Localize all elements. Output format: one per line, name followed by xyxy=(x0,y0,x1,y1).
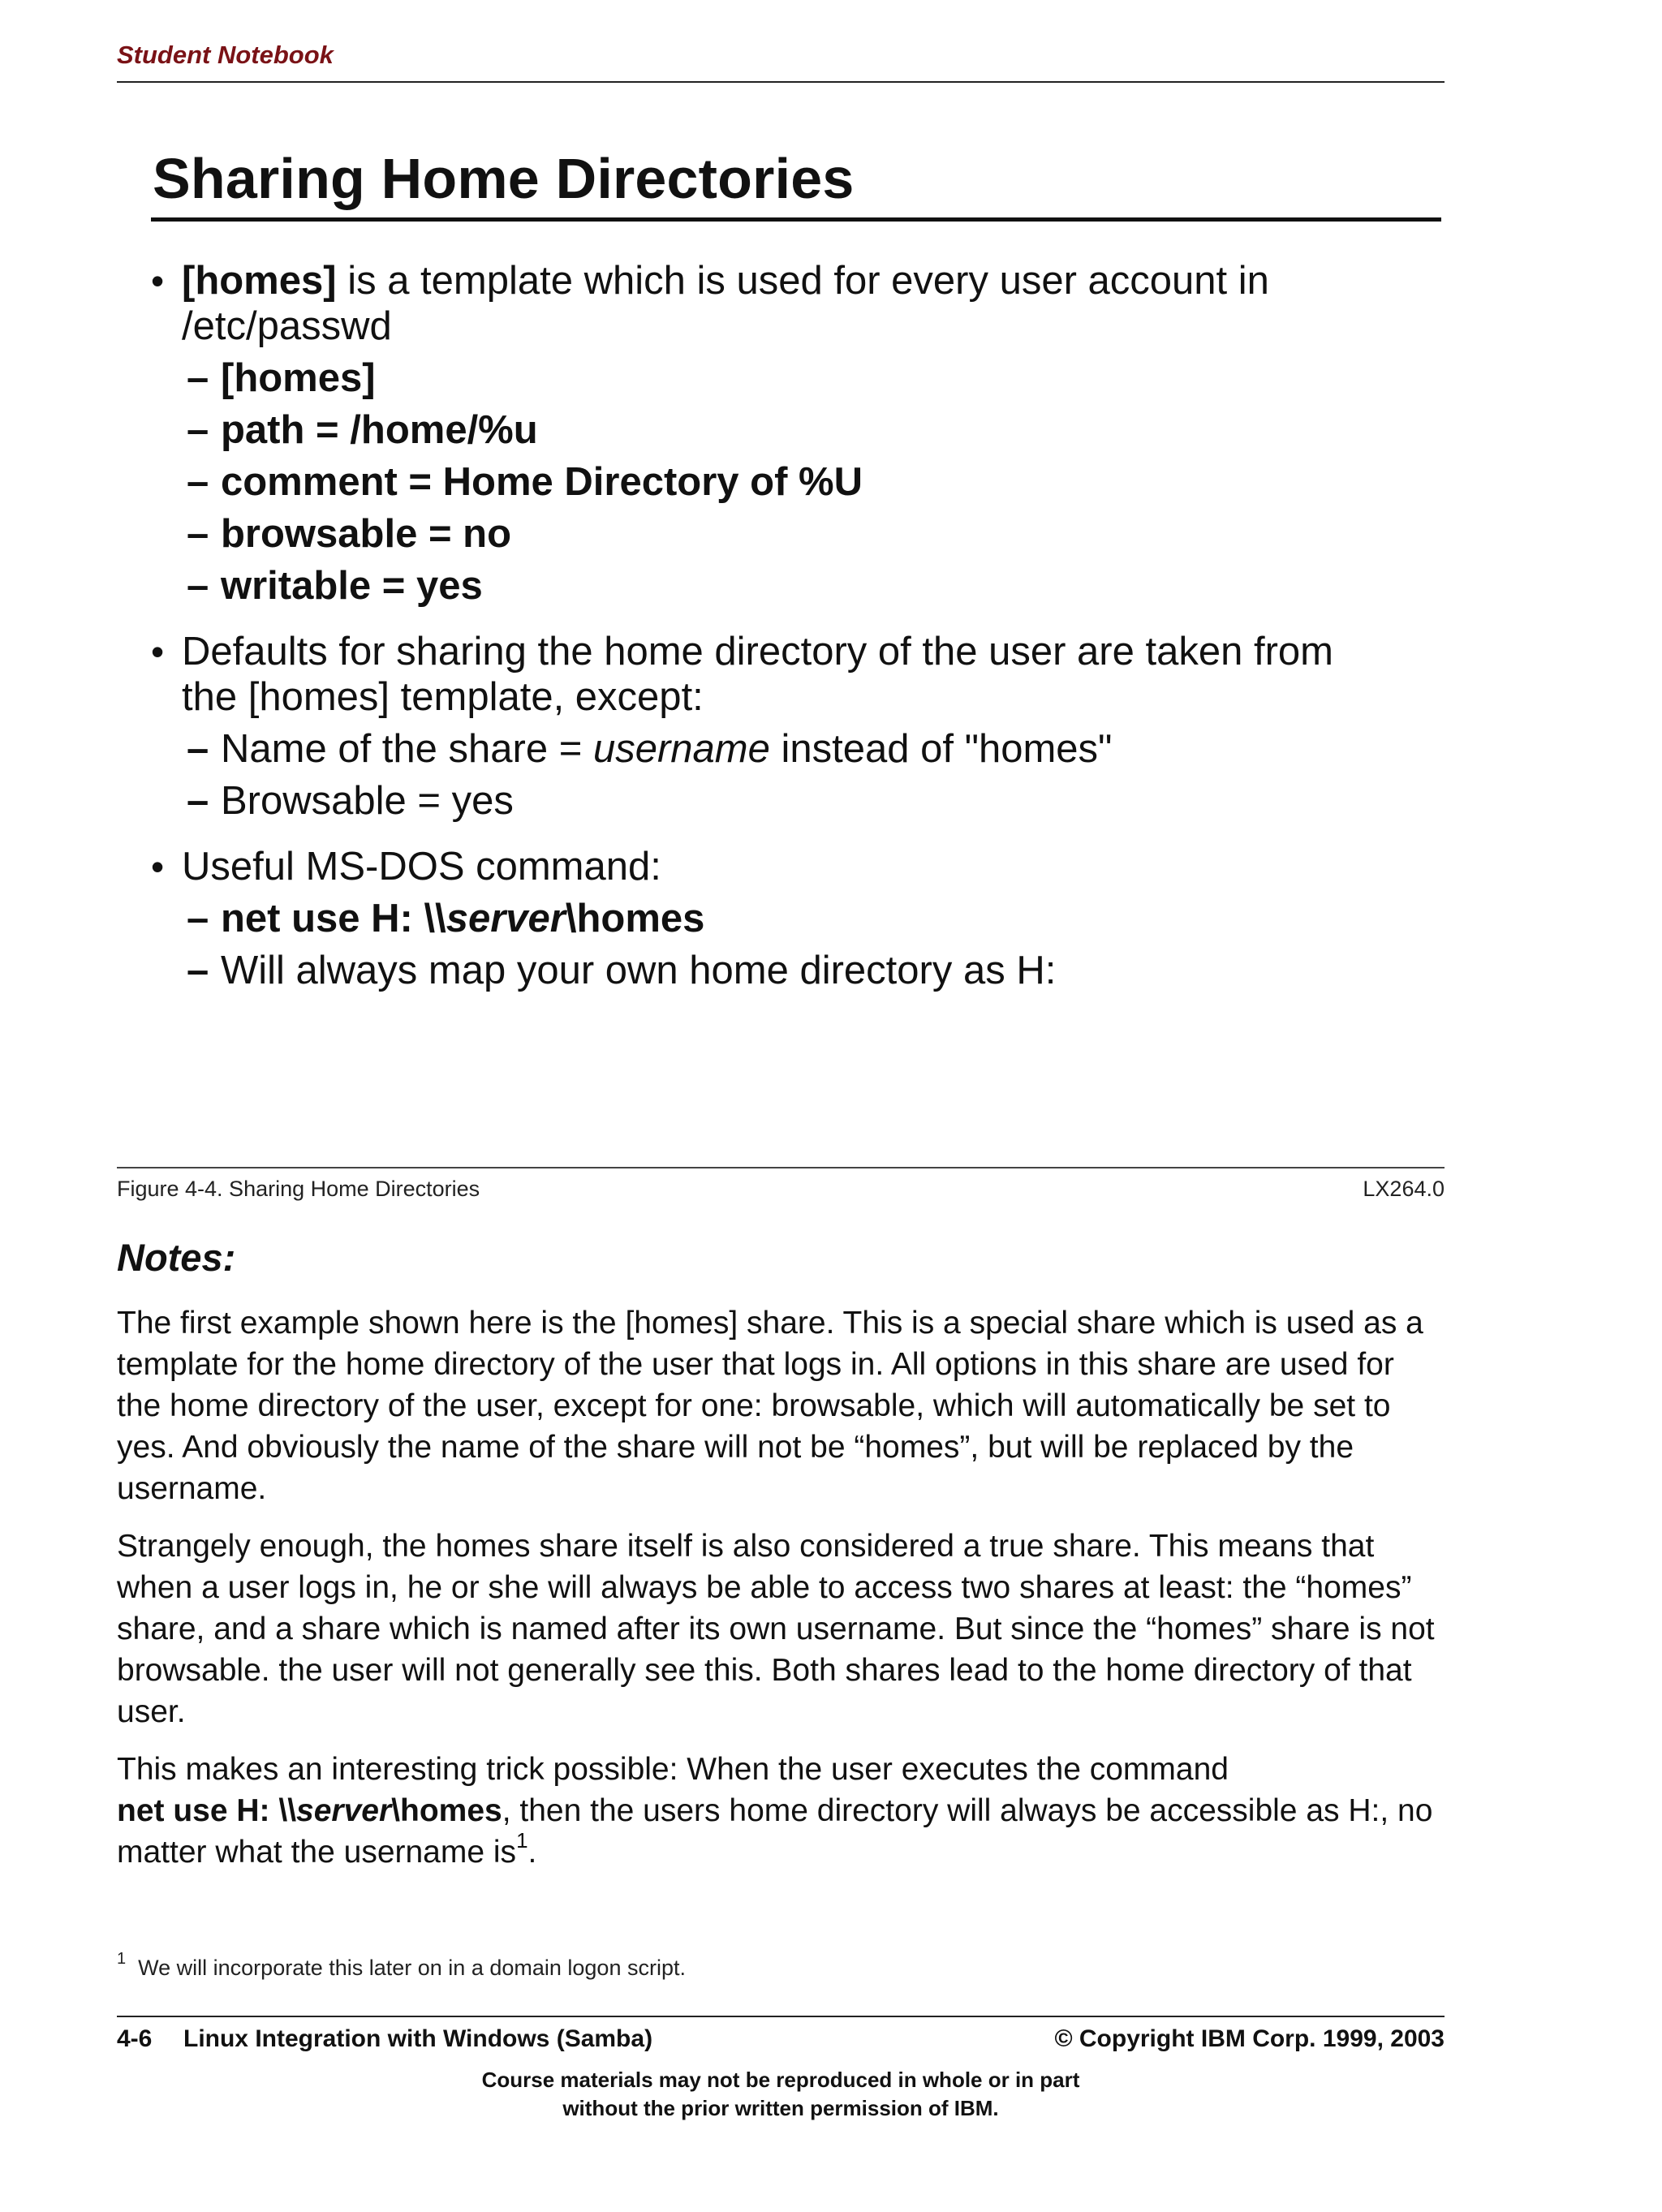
notes-paragraph: Strangely enough, the homes share itself is also considered a true share. This means that when a user logs in, he or she will always be able to access two shares at least: the “homes” share, and a share which is named after its own username. But since the “homes” share is not browsable. the user will not generally see this. Both shares lead to the home directory of that user. xyxy=(117,1529,1435,1729)
footer-course: 4-6 Linux Integration with Windows (Samba) xyxy=(117,2025,653,2052)
bullet-text-line2: the [homes] template, except: xyxy=(182,675,704,719)
sub-item: – Will always map your own home directory as H: xyxy=(187,949,1057,992)
sub-item: – Name of the share = username instead of "homes" xyxy=(187,727,1113,771)
footnote-ref[interactable]: 1 xyxy=(516,1828,528,1853)
sub-item: – browsable = no xyxy=(187,512,512,556)
bullet-bold-term: [homes] xyxy=(182,259,337,303)
bullet-text: Defaults for sharing the home directory of the user are taken from xyxy=(182,630,1333,673)
running-header: Student Notebook xyxy=(117,41,334,69)
sub-item: – [homes] xyxy=(187,356,376,400)
page-number: 4-6 xyxy=(117,2025,153,2052)
bullet-dot-icon: • xyxy=(151,846,165,888)
footer-copyright: © Copyright IBM Corp. 1999, 2003 xyxy=(1054,2025,1445,2052)
sub-item: – path = /home/%u xyxy=(187,408,538,452)
figure-caption: Figure 4-4. Sharing Home Directories xyxy=(117,1177,480,1201)
sub-item: – writable = yes xyxy=(187,564,483,608)
command-text: net use H: \\server\homes xyxy=(117,1793,502,1828)
sub-item: – Browsable = yes xyxy=(187,779,514,823)
bullet-defaults xyxy=(151,629,1441,824)
header-rule xyxy=(117,81,1445,83)
bullet-text-line2: /etc/passwd xyxy=(182,304,392,348)
notes-heading: Notes: xyxy=(117,1236,236,1279)
footnote-mark: 1 xyxy=(117,1950,127,1968)
notes-paragraph: This makes an interesting trick possible: When the user executes the command net use H: \\server\homes, then the users home directory will always be accessible as H:, no matter what the username $is^1$. xyxy=(117,1752,1433,1870)
bullet-msdos xyxy=(151,844,1441,993)
bullet-text: Useful MS-DOS command: xyxy=(182,845,661,889)
bullet-dot-icon: • xyxy=(151,630,165,673)
bullet-homes-template xyxy=(151,258,1441,609)
bullet-dot-icon: • xyxy=(151,260,165,302)
bullet-item xyxy=(151,844,1441,889)
footnote: $^1$ We will incorporate this later on in a domain logon script. xyxy=(117,1950,686,1980)
sub-item-command: – net use H: \\server\homes xyxy=(187,897,705,940)
figure-code: LX264.0 xyxy=(1363,1177,1445,1201)
figure-title-rule xyxy=(151,217,1441,222)
bullet-item xyxy=(151,258,1441,349)
notes-paragraph: The first example shown here is the [homes] share. This is a special share which is used as a template for the home directory of the user that logs in. All options in this share are used for the home directory of the user, except for one: browsable, which will automatically be set to yes. And obviously the name of the share will not be “homes”, but will be replaced by the username. xyxy=(117,1306,1423,1506)
figure-title: Sharing Home Directories xyxy=(153,147,855,210)
bullet-text: is a template which is used for every user account in xyxy=(336,259,1269,303)
footer-notice: Course materials may not be reproduced in whole or in part without the prior written permission of IBM. xyxy=(481,2068,1080,2120)
bullet-item xyxy=(151,629,1441,720)
footer-rule xyxy=(117,2016,1445,2017)
figure-rule xyxy=(117,1167,1445,1168)
sub-item: – comment = Home Directory of %U xyxy=(187,460,863,504)
